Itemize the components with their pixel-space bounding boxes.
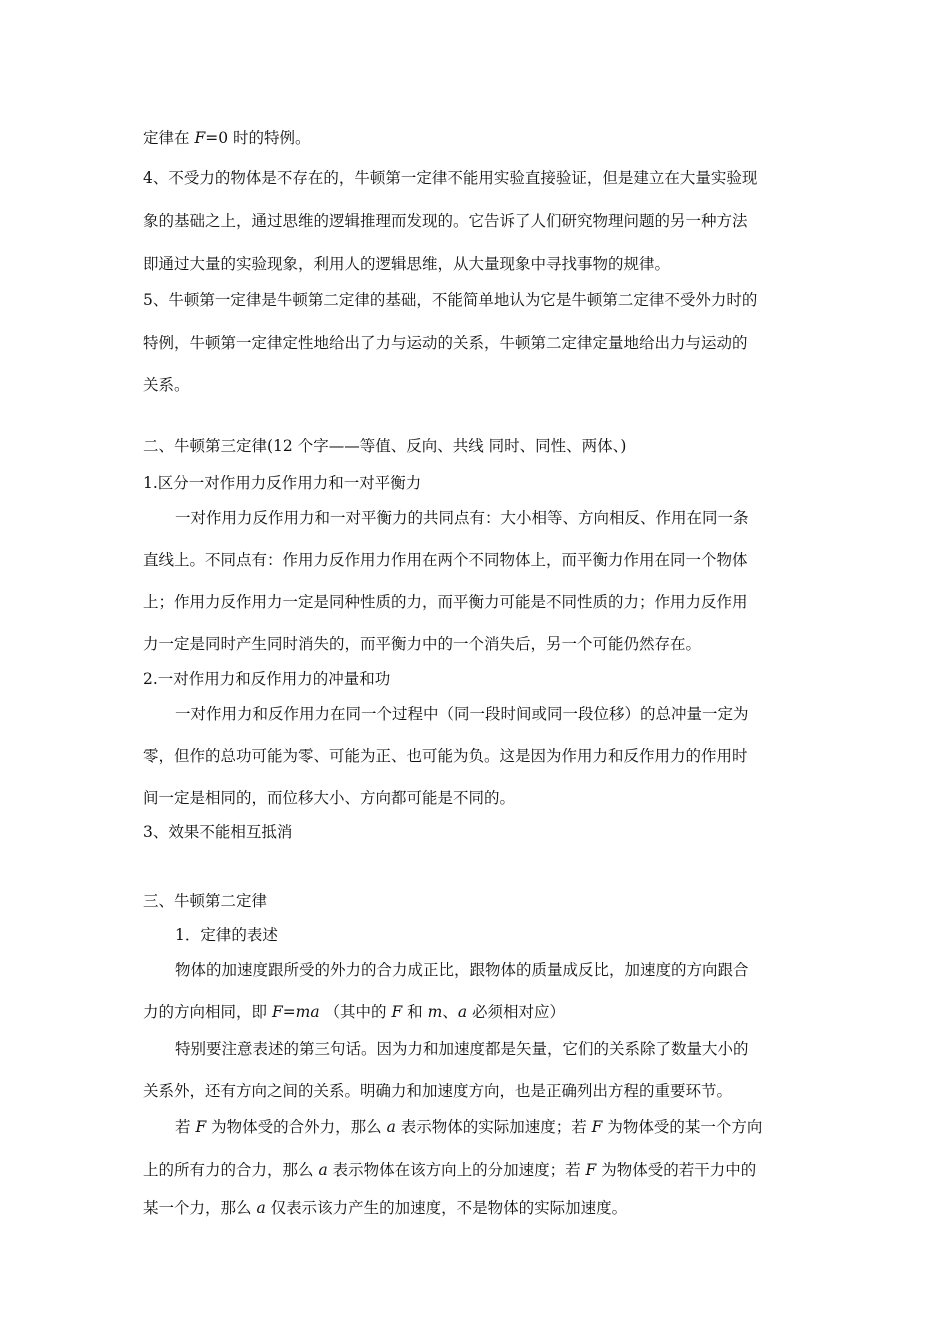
section-heading: 二、牛顿第三定律(12 个字——等值、反向、共线 同时、同性、两体、) — [143, 437, 627, 455]
symbol-F: F — [195, 1118, 207, 1136]
text-span: 必须相对应） — [467, 1003, 566, 1021]
text-span: 某一个力，那么 — [143, 1199, 257, 1217]
text-line: 上；作用力反作用力一定是同种性质的力，而平衡力可能是不同性质的力；作用力反作用 — [143, 593, 748, 611]
text-line — [143, 1002, 813, 1022]
text-line: 5、牛顿第一定律是牛顿第二定律的基础，不能简单地认为它是牛顿第二定律不受外力时的 — [143, 291, 758, 309]
text-line: 特别要注意表述的第三句话。因为力和加速度都是矢量，它们的关系除了数量大小的 — [175, 1040, 749, 1058]
symbol-a: a — [318, 1161, 328, 1179]
text-line: 直线上。不同点有：作用力反作用力作用在两个不同物体上，而平衡力作用在同一个物体 — [143, 551, 748, 569]
text-line: 零，但作的总功可能为零、可能为正、也可能为负。这是因为作用力和反作用力的作用时 — [143, 747, 748, 765]
text-span: 力的方向相同，即 — [143, 1003, 272, 1021]
text-line: 物体的加速度跟所受的外力的合力成正比，跟物体的质量成反比，加速度的方向跟合 — [175, 961, 749, 979]
subsection-title: 2.一对作用力和反作用力的冲量和功 — [143, 670, 391, 688]
text-span: 表示物体在该方向上的分加速度；若 — [327, 1161, 586, 1179]
text-line: 4、不受力的物体是不存在的，牛顿第一定律不能用实验直接验证，但是建立在大量实验现 — [143, 169, 758, 187]
symbol-a: a — [256, 1199, 266, 1217]
text-line: 关系外，还有方向之间的关系。明确力和加速度方向，也是正确列出方程的重要环节。 — [143, 1082, 733, 1100]
text-span: 、 — [442, 1003, 458, 1021]
symbol-F: F — [585, 1161, 597, 1179]
formula-f-ma: F=ma — [271, 1003, 320, 1021]
text-span: 为物体受的合外力，那么 — [206, 1118, 387, 1136]
text-line — [175, 1117, 815, 1137]
symbol-F: F — [194, 129, 206, 147]
symbol-a: a — [386, 1118, 396, 1136]
text-line: 象的基础之上，通过思维的逻辑推理而发现的。它告诉了人们研究物理问题的另一种方法 — [143, 212, 748, 230]
text-line: 一对作用力反作用力和一对平衡力的共同点有：大小相等、方向相反、作用在同一条 — [175, 509, 749, 527]
text-line: 力一定是同时产生同时消失的，而平衡力中的一个消失后，另一个可能仍然存在。 — [143, 635, 702, 653]
text-line: 特例，牛顿第一定律定性地给出了力与运动的关系，牛顿第二定律定量地给出力与运动的 — [143, 334, 748, 352]
text-line: 间一定是相同的，而位移大小、方向都可能是不同的。 — [143, 789, 516, 807]
section-heading: 三、牛顿第二定律 — [143, 892, 268, 910]
text-span: 和 — [402, 1003, 428, 1021]
text-line — [143, 1198, 813, 1218]
subsection-title: 1.区分一对作用力反作用力和一对平衡力 — [143, 474, 422, 492]
symbol-F: F — [391, 1003, 403, 1021]
subsection-title: 1．定律的表述 — [175, 926, 278, 944]
text-span: =0 时的特例。 — [205, 129, 311, 147]
text-line: 即通过大量的实验现象，利用人的逻辑思维，从大量现象中寻找事物的规律。 — [143, 255, 671, 273]
text-span: 上的所有力的合力，那么 — [143, 1161, 319, 1179]
text-span: 若 — [175, 1118, 196, 1136]
symbol-a: a — [457, 1003, 468, 1021]
text-line — [143, 1160, 813, 1180]
text-line: 一对作用力和反作用力在同一个过程中（同一段时间或同一段位移）的总冲量一定为 — [175, 705, 749, 723]
text-line: 关系。 — [143, 376, 190, 394]
text-span: 表示物体的实际加速度；若 — [395, 1118, 592, 1136]
text-line — [143, 128, 813, 148]
text-span: 定律在 — [143, 129, 195, 147]
text-span: 仅表示该力产生的加速度，不是物体的实际加速度。 — [265, 1199, 628, 1217]
text-span: （其中的 — [319, 1003, 392, 1021]
subsection-title: 3、效果不能相互抵消 — [143, 823, 293, 841]
symbol-F: F — [591, 1118, 603, 1136]
symbol-m: m — [427, 1003, 443, 1021]
text-span: 为物体受的某一个方向 — [602, 1118, 763, 1136]
text-span: 为物体受的若干力中的 — [596, 1161, 757, 1179]
